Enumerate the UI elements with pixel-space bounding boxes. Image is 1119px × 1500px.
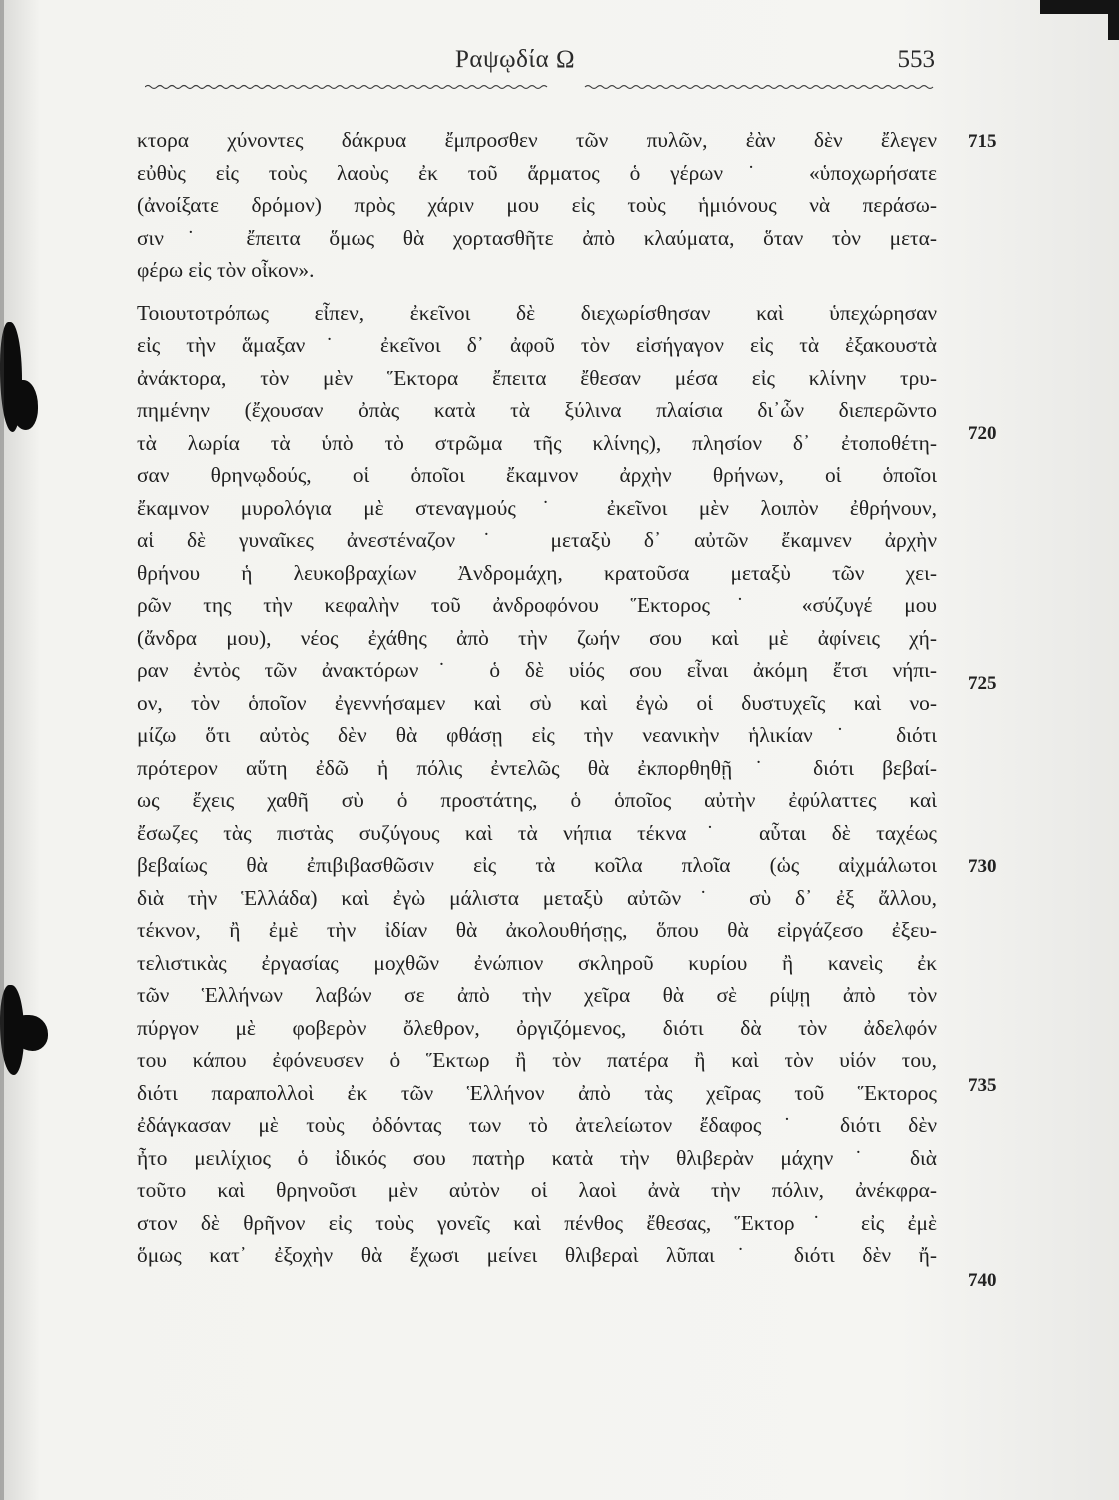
text-line: κτορα χύνοντες δάκρυα ἔμπροσθεν τῶν πυλῶν, ἐὰν δὲν ἔλεγεν bbox=[137, 128, 937, 152]
text-line: Τοιουτοτρόπως εἶπεν, ἐκεῖνοι δὲ διεχωρίσθησαν καὶ ὑπεχώρησαν bbox=[137, 300, 937, 325]
line-number-725: 725 bbox=[968, 673, 997, 694]
text-line: στον δὲ θρῆνον εἰς τοὺς γονεῖς καὶ πένθος ἔθεσας, Ἕκτορ˙ εἰς ἐμὲ bbox=[137, 1210, 937, 1235]
text-line: ἔσωζες τὰς πιστὰς συζύγους καὶ τὰ νήπια τέκνα˙ αὗται δὲ ταχέως bbox=[137, 820, 937, 845]
text-line: μίζω ὅτι αὐτὸς δὲν θὰ φθάσῃ εἰς τὴν νεανικὴν ἡλικίαν˙ διότι bbox=[137, 723, 937, 747]
text-line: ὅμως κατ᾽ ἐξοχὴν θὰ ἔχωσι μείνει θλιβεραὶ λῦπαι˙ διότι δὲν ἤ- bbox=[137, 1243, 937, 1267]
text-line: πημένην (ἔχουσαν ὀπὰς κατὰ τὰ ξύλινα πλαίσια δι᾽ὧν διεπερῶντο bbox=[137, 398, 937, 422]
page-edge-shadow-left bbox=[0, 0, 4, 1500]
text-line: διὰ τὴν Ἑλλάδα) καὶ ἐγὼ μάλιστα μεταξὺ αὐτῶν˙ σὺ δ᾽ ἐξ ἄλλου, bbox=[137, 885, 937, 910]
line-number-730: 730 bbox=[968, 856, 997, 877]
text-line: σαν θρηνῳδούς, οἱ ὁποῖοι ἔκαμνον ἀρχὴν θρήνων, οἱ ὁποῖοι bbox=[137, 463, 937, 487]
text-line: εἰς τὴν ἅμαξαν˙ ἐκεῖνοι δ᾽ ἀφοῦ τὸν εἰσήγαγον εἰς τὰ ἐξακουστὰ bbox=[137, 333, 937, 357]
text-line: του κάπου ἐφόνευσεν ὁ Ἕκτωρ ἢ τὸν πατέρα ἢ καὶ τὸν υἱόν του, bbox=[137, 1048, 937, 1072]
text-line: (ἀνοίξατε δρόμον) πρὸς χάριν μου εἰς τοὺς ἡμιόνους νὰ περάσω- bbox=[137, 193, 937, 217]
text-line: ραν ἐντὸς τῶν ἀνακτόρων˙ ὁ δὲ υἱός σου εἶναι ἀκόμη ἔτσι νήπι- bbox=[137, 658, 937, 682]
text-line: (ἄνδρα μου), νέος ἐχάθης ἀπὸ τὴν ζωήν σου καὶ μὲ ἀφίνεις χή- bbox=[137, 625, 937, 650]
text-line: ἦτο μειλίχιος ὁ ἰδικός σου πατὴρ κατὰ τὴν θλιβερὰν μάχην˙ διὰ bbox=[137, 1145, 937, 1170]
text-line: τῶν Ἑλλήνων λαβών σε ἀπὸ τὴν χεῖρα θὰ σὲ ρίψῃ ἀπὸ τὸν bbox=[137, 983, 937, 1007]
text-line: τοῦτο καὶ θρηνοῦσι μὲν αὐτὸν οἱ λαοὶ ἀνὰ τὴν πόλιν, ἀνέκφρα- bbox=[137, 1178, 937, 1202]
line-number-715: 715 bbox=[968, 131, 997, 152]
text-line: εὐθὺς εἰς τοὺς λαοὺς ἐκ τοῦ ἅρματος ὁ γέρων˙ «ὑποχωρήσατε bbox=[137, 160, 937, 185]
header-title: Ραψῳδία Ω bbox=[455, 46, 576, 73]
text-line: ως ἔχεις χαθῆ σὺ ὁ προστάτης, ὁ ὁποῖος αὐτὴν ἐφύλαττες καὶ bbox=[137, 788, 937, 812]
paragraph-1 bbox=[137, 124, 937, 287]
text-line: πύργον μὲ φοβερὸν ὄλεθρον, ὀργιζόμενος, διότι δὰ τὸν ἀδελφόν bbox=[137, 1015, 937, 1040]
text-line: τέκνον, ἢ ἐμὲ τὴν ἰδίαν θὰ ἀκολουθήσῃς, ὅπου θὰ εἰργάζεσο ἐξευ- bbox=[137, 918, 937, 942]
text-line: φέρω εἰς τὸν οἶκον». bbox=[137, 258, 315, 282]
text-line: θρήνου ἡ λευκοβραχίων Ἀνδρομάχη, κρατοῦσα μεταξὺ τῶν χει- bbox=[137, 560, 937, 585]
scan-corner-top-right-edge bbox=[1108, 0, 1119, 40]
text-line: ον, τὸν ὁποῖον ἐγεννήσαμεν καὶ σὺ καὶ ἐγὼ οἱ δυστυχεῖς καὶ νο- bbox=[137, 690, 937, 715]
text-line: σιν˙ ἔπειτα ὅμως θὰ χορτασθῆτε ἀπὸ κλαύματα, ὅταν τὸν μετα- bbox=[137, 225, 937, 250]
running-header bbox=[140, 42, 935, 82]
text-line: αἱ δὲ γυναῖκες ἀνεστέναζον˙ μεταξὺ δ᾽ αὐτῶν ἔκαμνεν ἀρχὴν bbox=[137, 528, 937, 552]
text-line: πρότερον αὕτη ἐδῶ ἡ πόλις ἐντελῶς θὰ ἐκπορθηθῇ˙ διότι βεβαί- bbox=[137, 755, 937, 780]
text-line: ἀνάκτορα, τὸν μὲν Ἕκτορα ἔπειτα ἔθεσαν μέσα εἰς κλίνην τρυ- bbox=[137, 365, 937, 390]
text-line: διότι παραπολλοὶ ἐκ τῶν Ἑλλήνον ἀπὸ τὰς χεῖρας τοῦ Ἕκτορος bbox=[137, 1080, 937, 1105]
page-number: 553 bbox=[897, 46, 935, 73]
body-text bbox=[137, 124, 937, 1272]
line-number-740: 740 bbox=[968, 1270, 997, 1291]
paragraph-2 bbox=[137, 297, 937, 1272]
text-line: τελιστικὰς ἐργασίας μοχθῶν ἐνώπιον σκληροῦ κυρίου ἢ κανεὶς ἐκ bbox=[137, 950, 937, 975]
text-line: ἐδάγκασαν μὲ τοὺς ὀδόντας των τὸ ἀτελείωτον ἔδαφος˙ διότι δὲν bbox=[137, 1113, 937, 1137]
text-line: ἔκαμνον μυρολόγια μὲ στεναγμούς˙ ἐκεῖνοι μὲν λοιπὸν ἐθρήνουν, bbox=[137, 495, 937, 520]
text-line: ρῶν της τὴν κεφαλὴν τοῦ ἀνδροφόνου Ἕκτορος˙ «σύζυγέ μου bbox=[137, 593, 937, 617]
line-number-720: 720 bbox=[968, 423, 997, 444]
text-line: τὰ λωρία τὰ ὑπὸ τὸ στρῶμα τῆς κλίνης), πλησίον δ᾽ ἐτοποθέτη- bbox=[137, 430, 937, 455]
line-number-735: 735 bbox=[968, 1075, 997, 1096]
header-wavy-rule bbox=[145, 84, 935, 90]
text-line: βεβαίως θὰ ἐπιβιβασθῶσιν εἰς τὰ κοῖλα πλοῖα (ὡς αἰχμάλωτοι bbox=[137, 853, 937, 877]
